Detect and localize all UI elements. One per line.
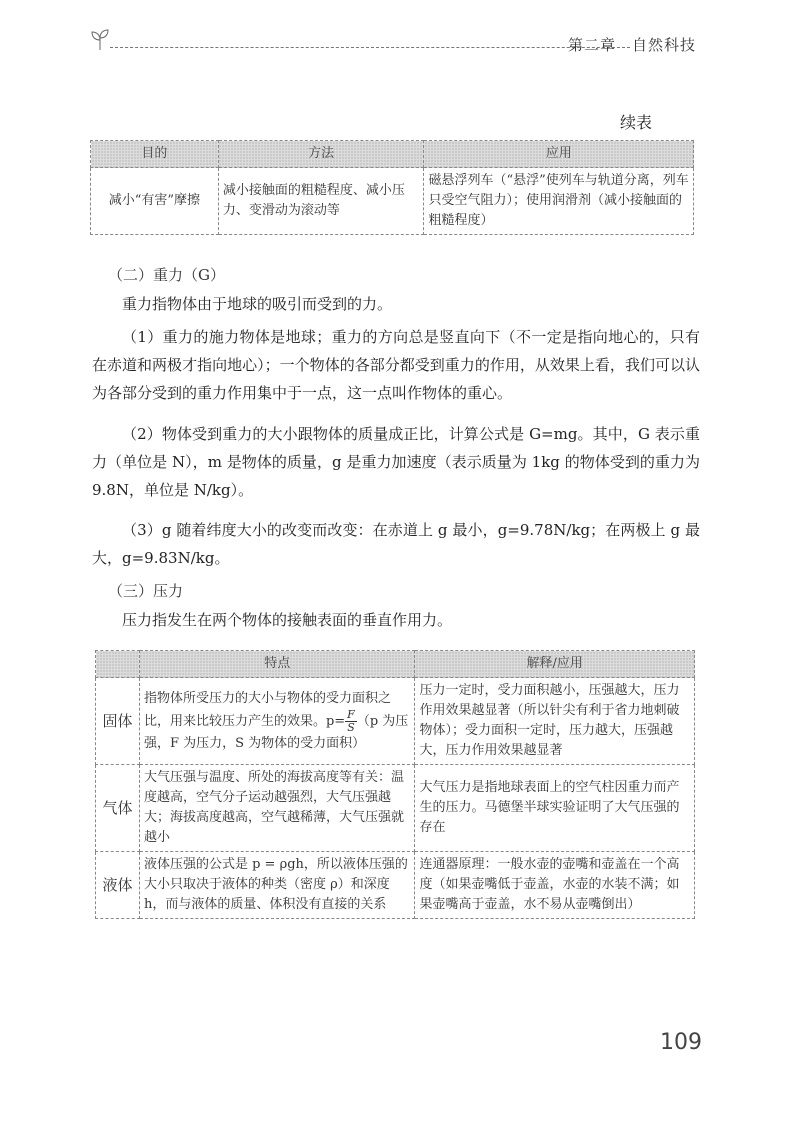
column-header-explanation: 解释/应用 [415,651,695,678]
gravity-paragraph-3: （3）g 随着纬度大小的改变而改变：在赤道上 g 最小，g=9.78N/kg；在两极上 g 最大，g=9.83N/kg。 [92,521,700,567]
table-row [91,168,694,235]
table-continued-caption: 续表 [620,113,653,132]
feature-cell: 大气压强与温度、所处的海拔高度等有关：温度越高，空气分子运动越强烈，大气压强越大；海拔高度越高，空气越稀薄，大气压强就越小 [139,765,415,852]
state-cell: 液体 [96,852,140,919]
friction-table [90,140,694,235]
feature-text-after: （p 为压强，F 为压力，S 为物体的受力面积） [143,713,409,751]
table-header-row [91,141,694,168]
application-cell: 大气压力是指地球表面上的空气柱因重力而产生的压力。马德堡半球实验证明了大气压强的存在 [415,765,695,852]
method-cell: 减小接触面的粗糙程度、减小压力、变滑动为滚动等 [218,168,424,235]
sprout-icon [88,28,112,52]
gravity-intro: 重力指物体由于地球的吸引而受到的力。 [122,295,393,313]
state-cell: 气体 [96,765,140,852]
section-heading-pressure: （三）压力 [108,582,184,600]
page-number: 109 [660,1030,702,1055]
table-row-gas [96,765,695,852]
application-cell: 压力一定时，受力面积越小，压强越大，压力作用效果越显著（所以针尖有利于省力地刺破物体）；受力面积一定时，压力越大，压强越大，压力作用效果越显著 [415,678,695,765]
feature-text-before: 指物体所受压力的大小与物体的受力面积之比，用来比较压力产生的效果。p= [143,690,391,729]
column-header-purpose: 目的 [91,141,219,168]
pressure-intro: 压力指发生在两个物体的接触表面的垂直作用力。 [122,611,453,629]
pressure-table [95,650,695,919]
fraction-numerator: F [347,707,355,721]
column-header-feature: 特点 [139,651,415,678]
application-cell: 磁悬浮列车（“悬浮”使列车与轨道分离，列车只受空气阻力）；使用润滑剂（减小接触面的粗糙程度） [424,168,694,235]
gravity-paragraph-2: （2）物体受到重力的大小跟物体的质量成正比，计算公式是 G=mg。其中，G 表示重力（单位是 N），m 是物体的质量，g 是重力加速度（表示质量为 1kg 的物体受到的重力为 9.8N，单位是 N/kg）。 [92,425,700,499]
state-cell: 固体 [96,678,140,765]
feature-cell: 液体压强的公式是 p = ρgh，所以液体压强的大小只取决于液体的种类（密度 ρ）和深度 h，而与液体的质量、体积没有直接的关系 [139,852,415,919]
column-header-application: 应用 [424,141,694,168]
table-row-liquid [96,852,695,919]
pressure-fraction [345,709,357,734]
chapter-number: 第二章 [567,36,616,54]
chapter-label [552,34,696,55]
page-header [88,28,700,58]
purpose-cell: 减小“有害”摩擦 [91,168,219,235]
gravity-paragraph-1: （1）重力的施力物体是地球；重力的方向总是竖直向下（不一定是指向地心的，只有在赤道和两极才指向地心）；一个物体的各部分都受到重力的作用，从效果上看，我们可以认为各部分受到的重力作用集中于一点，这一点叫作物体的重心。 [92,328,700,402]
table-row-solid [96,678,695,765]
chapter-title: 自然科技 [631,36,696,54]
column-header-method: 方法 [218,141,424,168]
section-heading-gravity: （二）重力（G） [108,266,225,284]
table-header-row [96,651,695,678]
application-cell: 连通器原理：一般水壶的壶嘴和壶盖在一个高度（如果壶嘴低于壶盖，水壶的水装不满；如果壶嘴高于壶盖，水不易从壶嘴倒出） [415,852,695,919]
column-header-state [96,651,140,678]
feature-cell [139,678,415,765]
fraction-denominator: S [347,720,355,734]
